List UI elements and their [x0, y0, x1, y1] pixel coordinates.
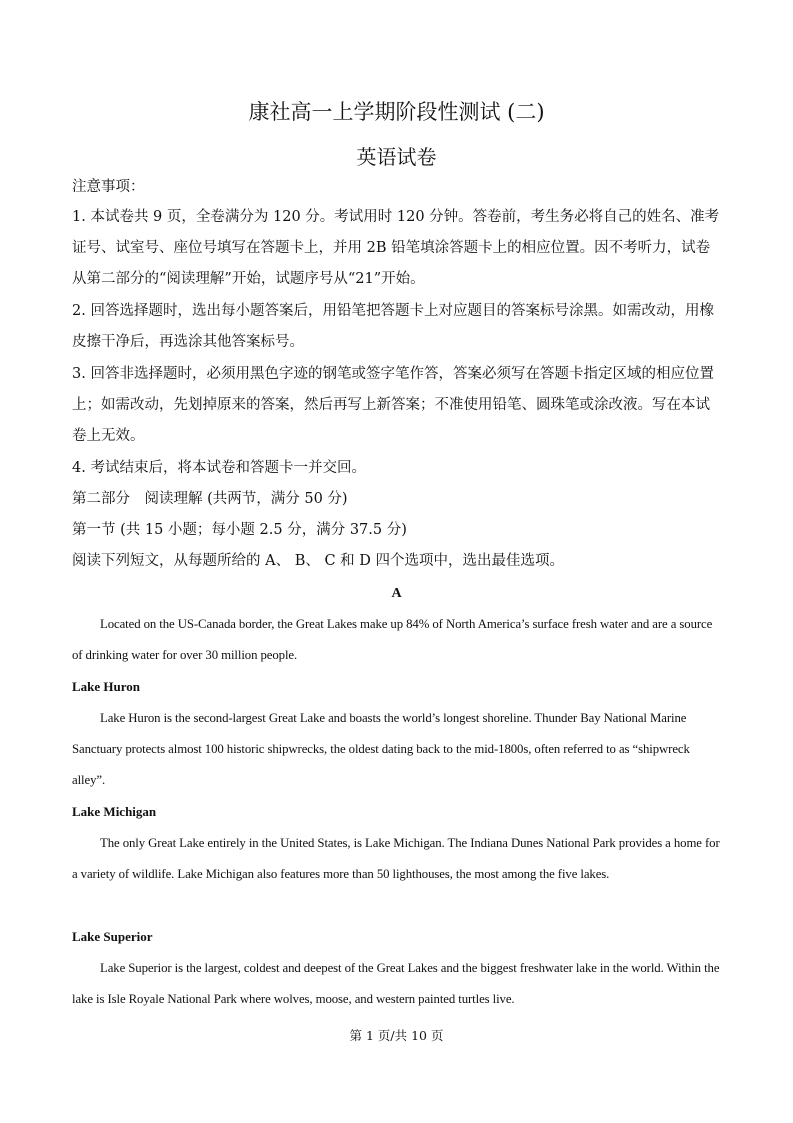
notice-heading: 注意事项： [72, 179, 145, 195]
notice-item-4: 4. 考试结束后，将本试卷和答题卡一并交回。 [72, 460, 366, 476]
lake-michigan-heading: Lake Michigan [72, 804, 157, 819]
lake-huron-text: Lake Huron is the second-largest Great Lake and boasts the world’s longest shoreline. Thunder Bay National Marine Sanctuary protects almost 100 historic shipwrecks, the oldest dating back to the mid-1800s, often referred to as “shipwreck alley”. [72, 711, 690, 787]
lake-superior-heading: Lake Superior [72, 929, 153, 944]
page-subtitle: 英语试卷 [356, 145, 437, 169]
section-subsection-heading: 第一节 (共 15 小题；每小题 2.5 分，满分 37.5 分) [72, 522, 407, 538]
passage-intro: Located on the US-Canada border, the Great Lakes make up 84% of North America’s surface fresh water and are a source of drinking water for over 30 million people. [72, 617, 713, 662]
page-number: 第 1 页/共 10 页 [349, 1028, 444, 1043]
section-part-heading: 第二部分 阅读理解 (共两节，满分 50 分) [72, 491, 348, 507]
lake-superior-text: Lake Superior is the largest, coldest and deepest of the Great Lakes and the biggest freshwater lake in the world. Within the lake is Isle Royale National Park where wolves, moose, and western painted turtles live. [72, 961, 720, 1006]
notice-item-2: 2. 回答选择题时，选出每小题答案后，用铅笔把答题卡上对应题目的答案标号涂黑。如需改动，用橡皮擦干净后，再选涂其他答案标号。 [72, 303, 714, 350]
section-instruction: 阅读下列短文，从每题所给的 A、 B、 C 和 D 四个选项中，选出最佳选项。 [72, 553, 564, 569]
page-title: 康社高一上学期阶段性测试 (二) [248, 100, 545, 124]
lake-huron-heading: Lake Huron [72, 679, 141, 694]
notice-item-1: 1. 本试卷共 9 页，全卷满分为 120 分。考试用时 120 分钟。答卷前，考生务必将自己的姓名、准考证号、试室号、座位号填写在答题卡上，并用 2B 铅笔填涂答题卡上的相应位置。因不考听力，试卷从第二部分的“阅读理解”开始，试题序号从“21”开始。 [72, 209, 720, 287]
notice-item-3: 3. 回答非选择题时，必须用黑色字迹的钢笔或签字笔作答，答案必须写在答题卡指定区域的相应位置上；如需改动，先划掉原来的答案，然后再写上新答案；不准使用铅笔、圆珠笔或涂改液。写在本试卷上无效。 [72, 366, 714, 444]
lake-michigan-text: The only Great Lake entirely in the United States, is Lake Michigan. The Indiana Dunes National Park provides a home for a variety of wildlife. Lake Michigan also features more than 50 lighthouses, the most among the five lakes. [72, 836, 720, 881]
passage-label: A [391, 586, 402, 601]
